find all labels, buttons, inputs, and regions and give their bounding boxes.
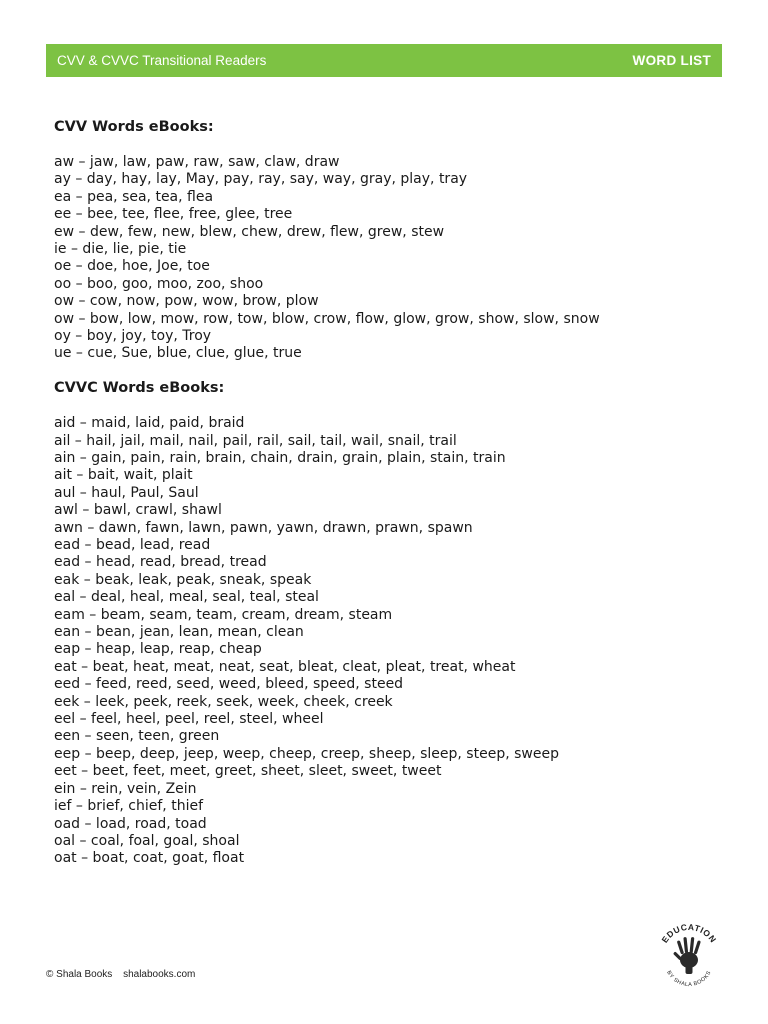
word-list-item: ue – cue, Sue, blue, clue, glue, true	[54, 345, 302, 362]
hand-icon	[673, 937, 701, 974]
word-list-item: awl – bawl, crawl, shawl	[54, 502, 222, 519]
word-list-item: awn – dawn, fawn, lawn, pawn, yawn, drawn, prawn, spawn	[54, 519, 473, 536]
word-list-item: ead – bead, lead, read	[54, 537, 211, 554]
word-list-item: ein – rein, vein, Zein	[54, 780, 197, 797]
word-list-item: een – seen, teen, green	[54, 728, 220, 745]
footer	[46, 969, 195, 980]
logo-top-text: EDUCATION	[659, 921, 719, 945]
word-list-item: ean – bean, jean, lean, mean, clean	[54, 624, 304, 641]
word-list-item: oe – doe, hoe, Joe, toe	[54, 258, 210, 275]
word-list-item: eap – heap, leap, reap, cheap	[54, 641, 262, 658]
word-list-item: eed – feed, reed, seed, weed, bleed, speed, steed	[54, 676, 404, 693]
word-list-item: ew – dew, few, new, blew, chew, drew, flew, grew, stew	[54, 223, 445, 240]
word-list-item: eep – beep, deep, jeep, weep, cheep, creep, sheep, sleep, steep, sweep	[54, 745, 559, 762]
footer-copyright: © Shala Books	[46, 969, 113, 980]
cvvc-word-list	[54, 415, 714, 868]
word-list-content	[54, 119, 714, 868]
svg-text:EDUCATION	[659, 922, 718, 945]
word-list-item: eam – beam, seam, team, cream, dream, steam	[54, 606, 393, 623]
section-heading-cvv: CVV Words eBooks:	[54, 119, 214, 135]
word-list-item: aw – jaw, law, paw, raw, saw, claw, draw	[54, 154, 340, 170]
section-heading-cvvc: CVVC Words eBooks:	[54, 380, 225, 397]
word-list-item: ee – bee, tee, flee, free, glee, tree	[54, 206, 293, 223]
word-list-item: aul – haul, Paul, Saul	[54, 484, 199, 501]
word-list-item: oo – boo, goo, moo, zoo, shoo	[54, 275, 264, 292]
word-list-item: ow – bow, low, mow, row, tow, blow, crow, flow, glow, grow, show, slow, snow	[54, 310, 600, 327]
header-title: CVV & CVVC Transitional Readers	[57, 53, 267, 68]
word-list-item: oy – boy, joy, toy, Troy	[54, 328, 212, 345]
header-label: WORD LIST	[632, 53, 711, 68]
cvv-word-list	[54, 154, 714, 363]
word-list-item: eel – feel, heel, peel, reel, steel, wheel	[54, 711, 324, 728]
word-list-item: eet – beet, feet, meet, greet, sheet, sleet, sweet, tweet	[54, 763, 442, 780]
word-list-item: ea – pea, sea, tea, flea	[54, 188, 214, 205]
word-list-item: ie – die, lie, pie, tie	[54, 241, 187, 258]
word-list-item: eak – beak, leak, peak, sneak, speak	[54, 571, 312, 588]
word-list-item: oat – boat, coat, goat, float	[54, 850, 245, 867]
word-list-item: ain – gain, pain, rain, brain, chain, drain, grain, plain, stain, train	[54, 449, 506, 466]
word-list-item: ay – day, hay, lay, May, pay, ray, say, way, gray, play, tray	[54, 171, 468, 188]
word-list-item: oal – coal, foal, goal, shoal	[54, 832, 240, 849]
word-list-item: eek – leek, peek, reek, seek, week, cheek, creek	[54, 693, 393, 710]
word-list-item: ead – head, read, bread, tread	[54, 554, 267, 571]
word-list-item: ait – bait, wait, plait	[54, 467, 193, 484]
word-list-item: ail – hail, jail, mail, nail, pail, rail, sail, tail, wail, snail, trail	[54, 432, 457, 449]
header-bar	[46, 44, 722, 77]
word-list-item: ief – brief, chief, thief	[54, 798, 204, 815]
word-list-item: eat – beat, heat, meat, neat, seat, bleat, cleat, pleat, treat, wheat	[54, 658, 516, 675]
education-logo	[652, 916, 726, 990]
word-list-item: ow – cow, now, pow, wow, brow, plow	[54, 293, 319, 310]
word-list-item: aid – maid, laid, paid, braid	[54, 415, 245, 432]
word-list-item: eal – deal, heal, meal, seal, teal, steal	[54, 589, 319, 606]
footer-website: shalabooks.com	[123, 969, 196, 980]
logo-bottom-text: BY SHALA BOOKS	[665, 969, 713, 989]
word-list-item: oad – load, road, toad	[54, 815, 207, 832]
